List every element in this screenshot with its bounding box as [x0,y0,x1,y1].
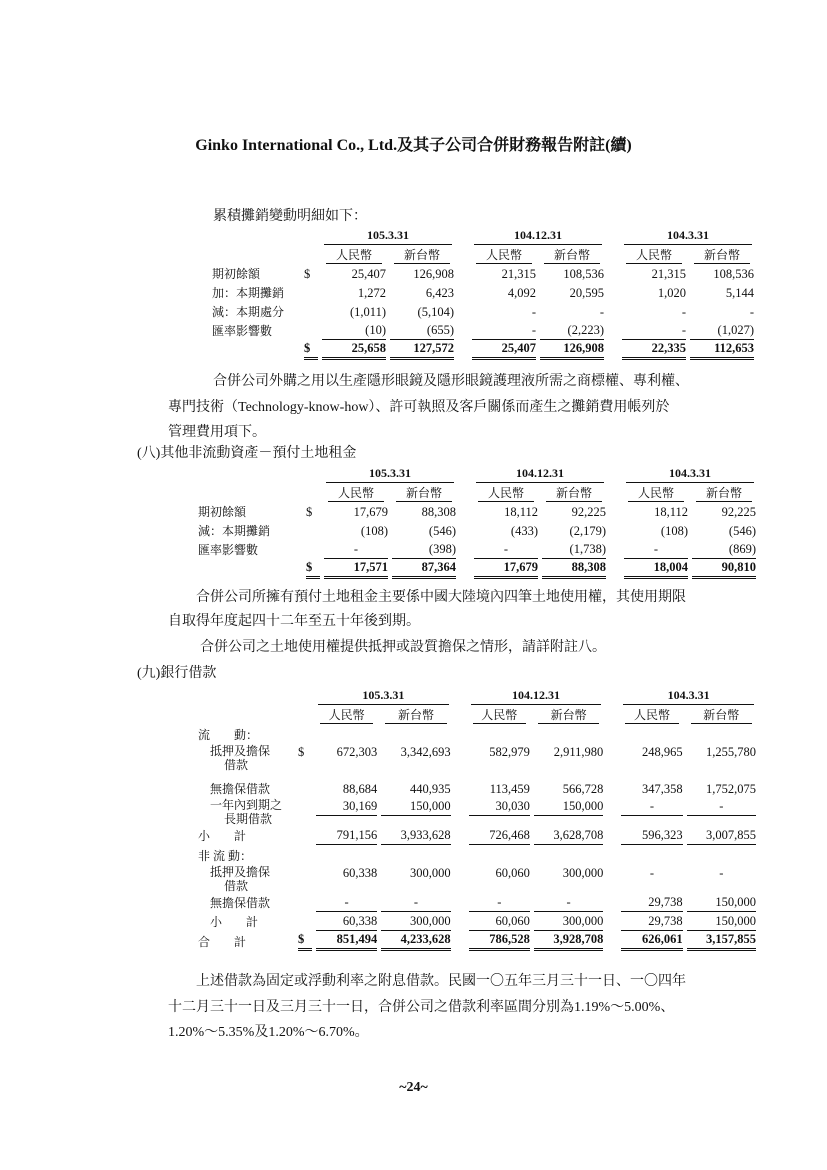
currency-header: 新台幣 [532,705,605,724]
group-label: 流 動： [198,728,259,742]
period-header: 104.12.31 [470,226,606,245]
period-header: 104.3.31 [622,464,758,483]
currency-header: 新台幣 [540,483,608,502]
currency-header: 人民幣 [620,245,688,264]
currency-header: 人民幣 [619,705,684,724]
table-row: 減：本期處分 (1,011) (5,104) - - - - [212,305,754,319]
paragraph: 十二月三十一日及三月三十一日，合併公司之借款利率區間分別為1.19%～5.00%、 [168,1000,675,1015]
table-row: 匯率影響數 - (398) - (1,738) - (869) [198,542,756,557]
amortization-table [210,226,756,360]
currency-header: 人民幣 [322,483,390,502]
section-heading: (九)銀行借款 [137,666,217,681]
currency-header: 新台幣 [390,483,458,502]
table-row: 無擔保借款 - - - - 29,738 150,000 [210,895,756,910]
table-row: 期初餘額 $ 25,407 126,908 21,315 108,536 21,315 108,536 [212,267,754,281]
paragraph: 合併公司所擁有預付土地租金主要係中國大陸境內四筆土地使用權，其使用期限 [196,590,686,605]
page-number: ~24~ [399,1080,428,1095]
currency-header: 人民幣 [320,245,388,264]
paragraph: 合併公司之土地使用權提供抵押或設質擔保之情形，請詳附註八。 [200,640,606,655]
subtotal-row: 小 計 60,338 300,000 60,060 300,000 29,738 150,000 [210,914,756,929]
currency-header: 新台幣 [690,483,758,502]
total-row: $ 25,658 127,572 25,407 126,908 22,335 112,653 [210,340,756,360]
table-row: 加：本期攤銷 1,272 6,423 4,092 20,595 1,020 5,144 [212,286,754,300]
table-row: 一年內到期之 長期借款 30,169 150,000 30,030 150,000 - - [196,798,758,826]
paragraph: 合併公司外購之用以生產隱形眼鏡及隱形眼鏡護理液所需之商標權、專利權、 [213,374,689,389]
table-row: 減：本期攤銷 (108) (546) (433) (2,179) (108) (546) [198,524,756,538]
period-header: 104.3.31 [619,686,758,705]
period-header: 104.3.31 [620,226,756,245]
total-row: 合 計 $ 851,494 4,233,628 786,528 3,928,708 626,061 3,157,855 [198,932,756,949]
subtotal-row: 小 計 791,156 3,933,628 726,468 3,628,708 596,323 3,007,855 [198,828,756,843]
currency-header: 新台幣 [685,705,758,724]
paragraph: 上述借款為固定或浮動利率之附息借款。民國一〇五年三月三十一日、一〇四年 [196,974,686,989]
table-row: 無擔保借款 88,684 440,935 113,459 566,728 347,358 1,752,075 [210,782,756,796]
currency-header: 人民幣 [470,245,538,264]
period-header: 105.3.31 [320,226,456,245]
page-title: Ginko International Co., Ltd.及其子公司合併財務報告附註(續) [195,137,632,154]
currency-header: 新台幣 [538,245,606,264]
land-rent-table [196,464,758,579]
section-heading: (八)其他非流動資產－預付土地租金 [137,446,357,461]
period-header: 104.12.31 [467,686,606,705]
paragraph: 1.20%～5.35%及1.20%～6.70%。 [168,1025,369,1040]
paragraph: 自取得年度起四十二年至五十年後到期。 [168,614,420,629]
currency-header: 人民幣 [467,705,532,724]
table-row: 抵押及擔保 借款 $ 672,303 3,342,693 582,979 2,911,980 248,965 1,255,780 [210,744,756,772]
currency-header: 人民幣 [314,705,379,724]
period-header: 105.3.31 [314,686,453,705]
period-header: 105.3.31 [322,464,458,483]
paragraph: 專門技術（Technology-know-how）、許可執照及客戶關係而產生之攤銷費用帳列於 [168,400,670,415]
bank-loans-table [196,686,758,951]
table-row: 抵押及擔保 借款 60,338 300,000 60,060 300,000 - - [210,865,724,893]
group-label: 非 流 動： [198,849,253,863]
table-row: 匯率影響數 (10) (655) - (2,223) - (1,027) [212,323,754,338]
amortization-intro: 累積攤銷變動明細如下： [213,209,367,224]
currency-header: 新台幣 [688,245,756,264]
currency-header: 新台幣 [388,245,456,264]
total-row: $ 17,571 87,364 17,679 88,308 18,004 90,810 [196,559,758,579]
currency-header: 新台幣 [379,705,452,724]
paragraph: 管理費用項下。 [168,425,266,440]
currency-header: 人民幣 [622,483,690,502]
currency-header: 人民幣 [472,483,540,502]
table-row: 期初餘額 $ 17,679 88,308 18,112 92,225 18,112 92,225 [198,505,756,519]
period-header: 104.12.31 [472,464,608,483]
